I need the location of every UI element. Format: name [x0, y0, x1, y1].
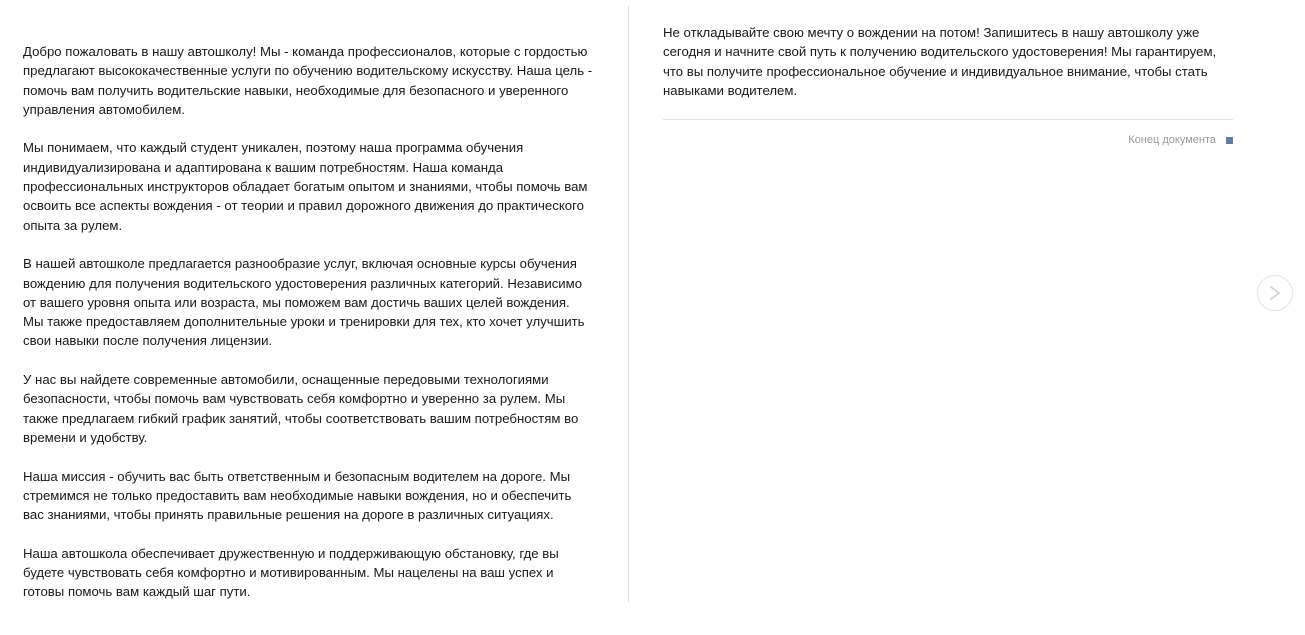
end-square-icon: [1226, 137, 1233, 144]
paragraph: Мы понимаем, что каждый студент уникален, поэтому наша программа обучения индивидуализирована и адаптирована к вашим потребностям. Наша команда профессиональных инструкторов обладает богатым опытом и знаниями, чтобы помочь вам освоить все аспекты вождения - от теории и правил дорожного движения до практического опыта за рулем.: [23, 140, 588, 233]
end-of-document-marker: [663, 134, 1233, 146]
paragraph: Наша автошкола обеспечивает дружественную и поддерживающую обстановку, где вы будете чувствовать себя комфортно и мотивированным. Мы нацелены на ваш успех и готовы помочь вам каждый шаг пути.: [23, 545, 559, 600]
paragraph: Наша миссия - обучить вас быть ответственным и безопасным водителем на дороге. Мы стремимся не только предоставить вам необходимые навыки вождения, но и обеспечить вас знаниями, чтобы принять правильные решения на дороге в различных ситуациях.: [23, 468, 572, 523]
page-column-right: [629, 0, 1234, 146]
chevron-right-circle-icon: [1268, 285, 1282, 301]
end-of-document-label: Конец документа: [1128, 134, 1216, 147]
paragraph: Не откладывайте свою мечту о вождении на потом! Запишитесь в нашу автошколу уже сегодня и начните свой путь к получению водительского удостоверения! Мы гарантируем, что вы получите профессиональное обучение и индивидуальное внимание, чтобы стать навыками водителем.: [663, 25, 1217, 98]
paragraph: Добро пожаловать в нашу автошколу! Мы - команда профессионалов, которые с гордостью предлагают высококачественные услуги по обучению водительскому искусству. Наша цель - помочь вам получить водительские навыки, необходимые для безопасного и уверенного управления автомобилем.: [23, 44, 593, 117]
paragraph: В нашей автошколе предлагается разнообразие услуг, включая основные курсы обучения вождению для получения водительского удостоверения различных категорий. Независимо от вашего уровня опыта или возраста, мы поможем вам достичь ваших целей вождения. Мы также предоставляем дополнительные уроки и тренировки для тех, кто хочет улучшить свои навыки после получения лицензии.: [23, 256, 585, 349]
page-column-left: [0, 0, 628, 602]
end-of-document-rule: [663, 119, 1233, 120]
paragraph: У нас вы найдете современные автомобили, оснащенные передовыми технологиями безопасности, чтобы помочь вам чувствовать себя комфортно и уверенно за рулем. Мы также предлагаем гибкий график занятий, чтобы соответствовать вашим потребностям во времени и удобству.: [23, 372, 579, 445]
next-page-button[interactable]: [1257, 275, 1293, 311]
